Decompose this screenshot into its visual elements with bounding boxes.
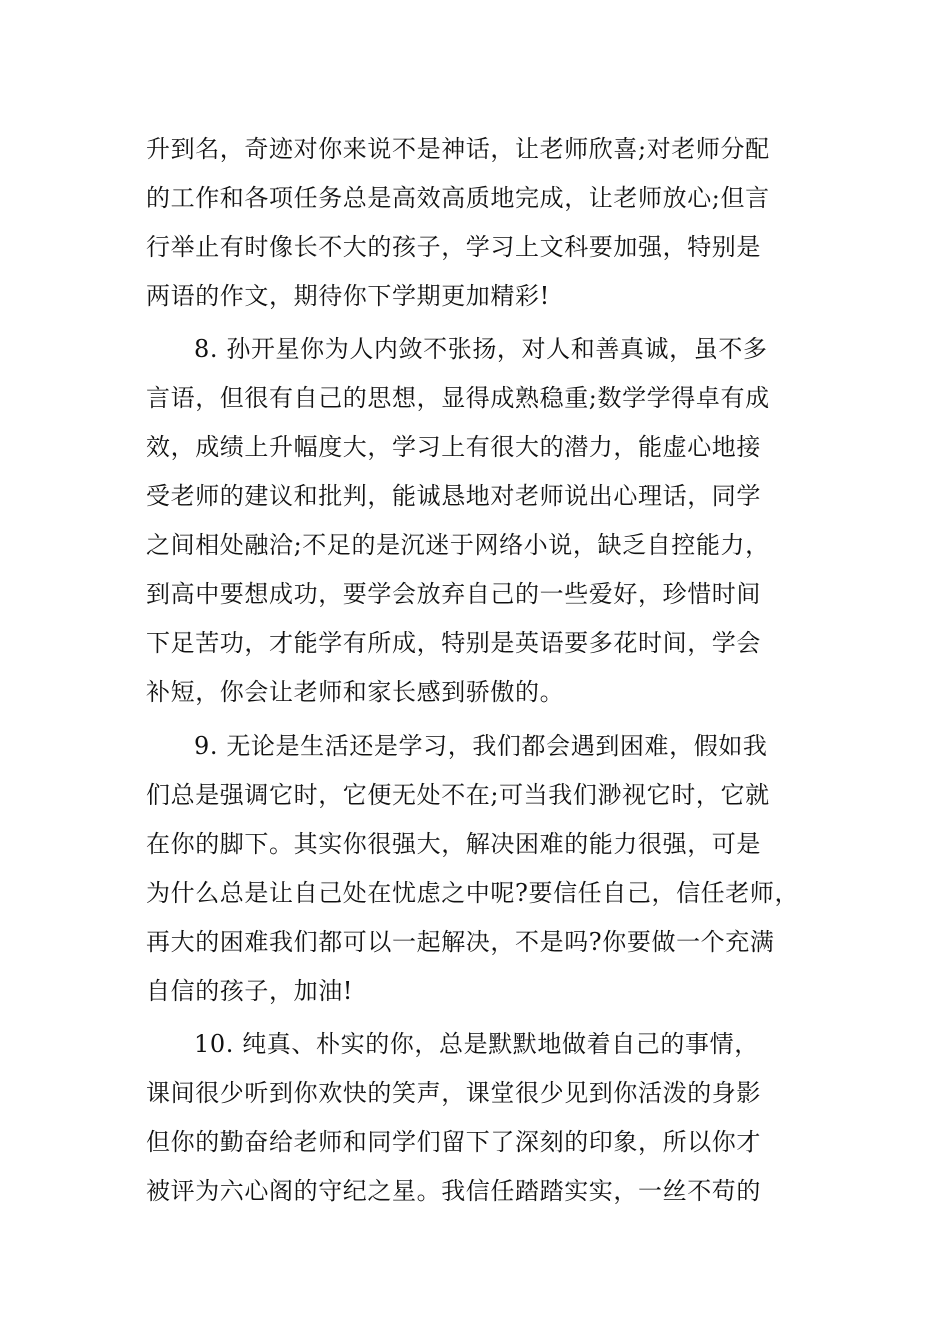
- text-line: 9. 无论是生活还是学习，我们都会遇到困难，假如我: [194, 732, 768, 760]
- text-line: 自信的孩子，加油!: [146, 977, 354, 1005]
- text-line: 被评为六心阁的守纪之星。我信任踏踏实实，一丝不苟的: [146, 1177, 761, 1205]
- text-line: 课间很少听到你欢快的笑声，课堂很少见到你活泼的身影: [146, 1079, 761, 1107]
- text-line: 在你的脚下。其实你很强大，解决困难的能力很强，可是: [146, 830, 761, 858]
- paragraph-continuation: [146, 125, 826, 321]
- text-line: 言语，但很有自己的思想，显得成熟稳重;数学学得卓有成: [146, 384, 770, 412]
- text-line: 8. 孙开星你为人内敛不张扬，对人和善真诚，虽不多: [194, 335, 768, 363]
- text-line: 效，成绩上升幅度大，学习上有很大的潜力，能虚心地接: [146, 433, 761, 461]
- text-line: 的工作和各项任务总是高效高质地完成，让老师放心;但言: [146, 184, 770, 212]
- text-line: 补短，你会让老师和家长感到骄傲的。: [146, 678, 565, 706]
- text-line: 受老师的建议和批判，能诚恳地对老师说出心理话，同学: [146, 482, 761, 510]
- text-line: 两语的作文，期待你下学期更加精彩!: [146, 282, 550, 310]
- text-line: 们总是强调它时，它便无处不在;可当我们渺视它时，它就: [146, 781, 770, 809]
- text-line: 再大的困难我们都可以一起解决，不是吗?你要做一个充满: [146, 928, 775, 956]
- text-line: 到高中要想成功，要学会放弃自己的一些爱好，珍惜时间: [146, 580, 761, 608]
- paragraph-item-10: [146, 1020, 826, 1216]
- text-line: 但你的勤奋给老师和同学们留下了深刻的印象，所以你才: [146, 1128, 761, 1156]
- text-line: 10. 纯真、朴实的你，总是默默地做着自己的事情，: [194, 1030, 759, 1058]
- text-line: 升到名，奇迹对你来说不是神话，让老师欣喜;对老师分配: [146, 135, 770, 163]
- text-line: 行举止有时像长不大的孩子，学习上文科要加强，特别是: [146, 233, 761, 261]
- paragraph-item-8: [146, 325, 826, 717]
- paragraph-item-9: [146, 722, 826, 1016]
- text-line: 之间相处融洽;不足的是沉迷于网络小说，缺乏自控能力，: [146, 531, 770, 559]
- text-line: 为什么总是让自己处在忧虑之中呢?要信任自己，信任老师，: [146, 879, 800, 907]
- text-line: 下足苦功，才能学有所成，特别是英语要多花时间，学会: [146, 629, 761, 657]
